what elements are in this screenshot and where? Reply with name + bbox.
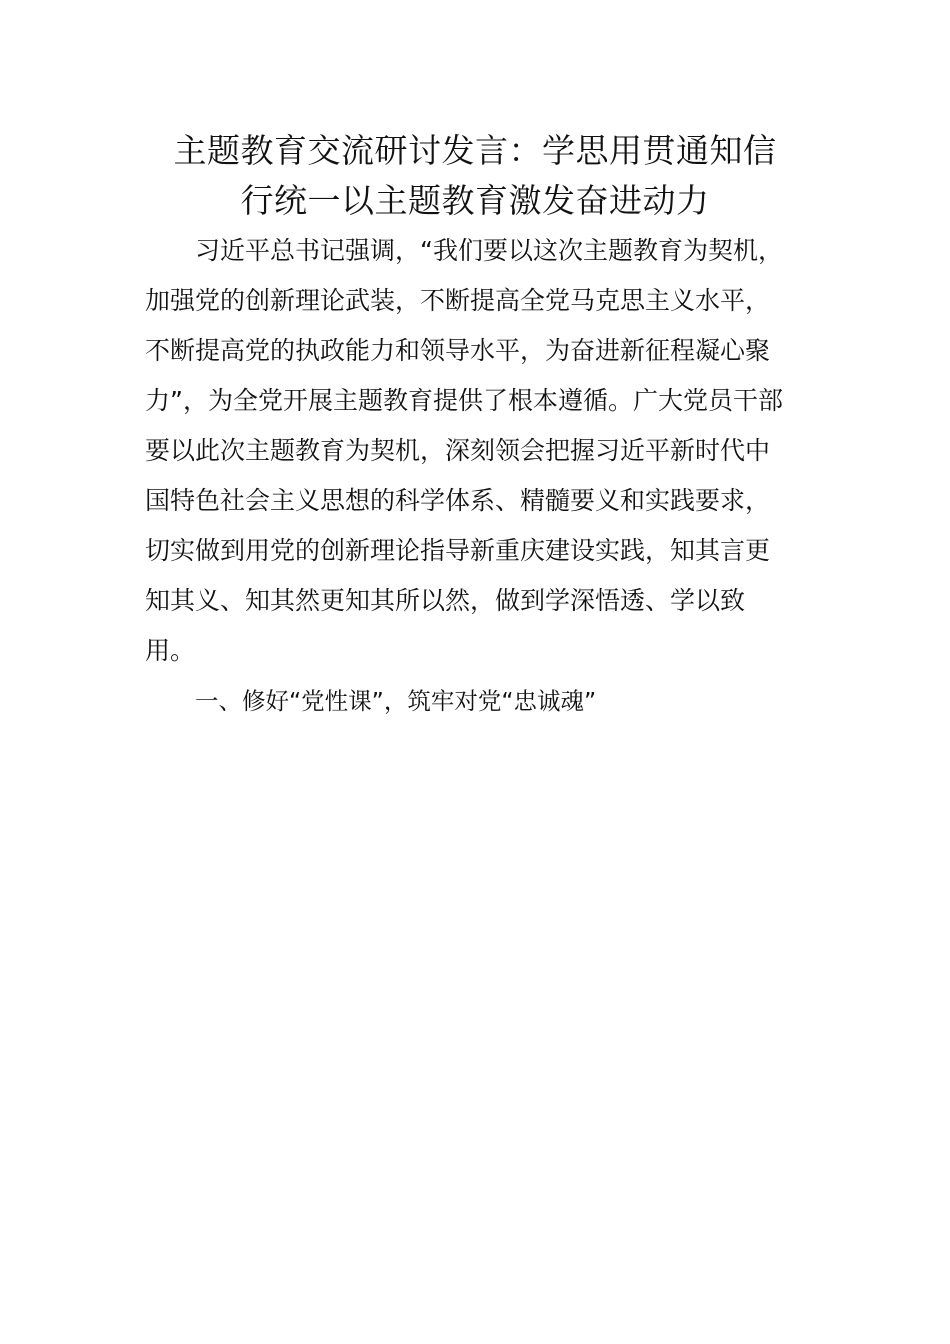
- paragraph-line: 不断提高党的执政能力和领导水平，为奋进新征程凝心聚: [145, 336, 771, 365]
- paragraph-line: 用。: [145, 636, 196, 665]
- paragraph-line: 国特色社会主义思想的科学体系、精髓要义和实践要求，: [145, 486, 771, 515]
- paragraph-line: 知其义、知其然更知其所以然，做到学深悟透、学以致: [145, 586, 746, 615]
- intro-paragraph: [145, 226, 810, 676]
- paragraph-line: 切实做到用党的创新理论指导新重庆建设实践，知其言更: [145, 536, 771, 565]
- paragraph-line: 加强党的创新理论武装，不断提高全党马克思主义水平，: [145, 286, 771, 315]
- title-line-1: 主题教育交流研讨发言：学思用贯通知信: [173, 131, 777, 170]
- paragraph-line: 要以此次主题教育为契机，深刻领会把握习近平新时代中: [145, 436, 771, 465]
- title-line-2: 行统一以主题教育激发奋进动力: [240, 181, 710, 220]
- document-title: [145, 126, 805, 226]
- paragraph-line: 力”，为全党开展主题教育提供了根本遵循。广大党员干部: [145, 386, 783, 415]
- section-heading: 一、修好“党性课”，筑牢对党“忠诚魂”: [195, 687, 597, 715]
- paragraph-line: 习近平总书记强调，“我们要以这次主题教育为契机，: [195, 236, 783, 265]
